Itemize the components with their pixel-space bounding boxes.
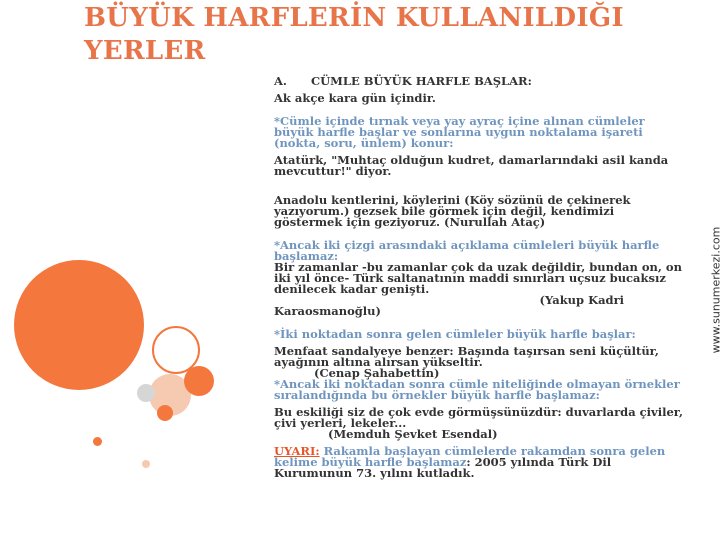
website-watermark: www.sunumerkezi.com — [709, 226, 723, 354]
decorative-circle-tiny-light — [142, 460, 150, 468]
example-5: Menfaat sandalyeye benzer: Başında taşırsan seni küçültür, ayağının altına alırsan yükseltir. — [274, 344, 659, 369]
example-2: Atatürk, "Muhtaç olduğun kudret, damarlarındaki asil kanda mevcuttur!" diyor. — [274, 153, 669, 178]
decorative-circle-medium — [184, 366, 214, 396]
decorative-circle-large — [14, 260, 144, 390]
slide-title — [84, 2, 704, 68]
decorative-circle-small — [157, 405, 173, 421]
title-line-1: BÜYÜK HARFLERİN KULLANILDIĞI — [84, 3, 624, 33]
example-6: Bu eskiliği siz de çok evde görmüşsünüzdür: duvarlarda çiviler, çivi yerleri, lekeler... — [274, 405, 683, 430]
title-line-2: YERLER — [84, 36, 206, 66]
warning-text: Rakamla başlayan cümlelerde rakamdan sonra gelen kelime büyük harfle başlamaz — [274, 444, 666, 469]
example-6-author: (Memduh Şevket Esendal) — [328, 427, 498, 441]
example-4: Bir zamanlar -bu zamanlar çok da uzak değildir, bundan on, on iki yıl önce- Türk saltanatının maddi sınırları uçsuz bucaksız denilecek kadar genişti. — [274, 260, 682, 296]
warning-example: : 2005 yılında Türk Dil Kurumunun 73. yılını kutladık. — [274, 455, 612, 480]
rule-2: *Ancak iki çizgi arasındaki açıklama cümleleri büyük harfle başlamaz: — [274, 238, 660, 263]
rule-4: *Ancak iki noktadan sonra cümle niteliğinde olmayan örnekler sıralandığında bu örnekler büyük harfle başlamaz: — [274, 377, 680, 402]
example-4-author-a: (Yakup Kadri — [539, 293, 624, 307]
decorative-circle-gray — [137, 384, 155, 402]
section-heading: A. CÜMLE BÜYÜK HARFLE BAŞLAR: — [274, 74, 532, 88]
slide-body — [274, 76, 684, 479]
rule-3: *İki noktadan sonra gelen cümleler büyük harfle başlar: — [274, 327, 636, 341]
example-4-author-b: Karaosmanoğlu) — [274, 304, 381, 318]
warning-note — [274, 446, 684, 479]
decorative-circle-tiny — [93, 437, 102, 446]
example-5-author: (Cenap Şahabettin) — [314, 366, 440, 380]
example-3: Anadolu kentlerini, köylerini (Köy sözünü de çekinerek yazıyorum.) gezsek bile görmek için değil, kendimizi göstermek için geziyoruz. (Nurullah Ataç) — [274, 193, 631, 229]
warning-label: UYARI: — [274, 444, 320, 458]
rule-1: *Cümle içinde tırnak veya yay ayraç içine alınan cümleler büyük harfle başlar ve sonlarına uygun noktalama işareti (nokta, soru, ünlem) konur: — [274, 114, 645, 150]
example-1: Ak akçe kara gün içindir. — [274, 91, 436, 105]
